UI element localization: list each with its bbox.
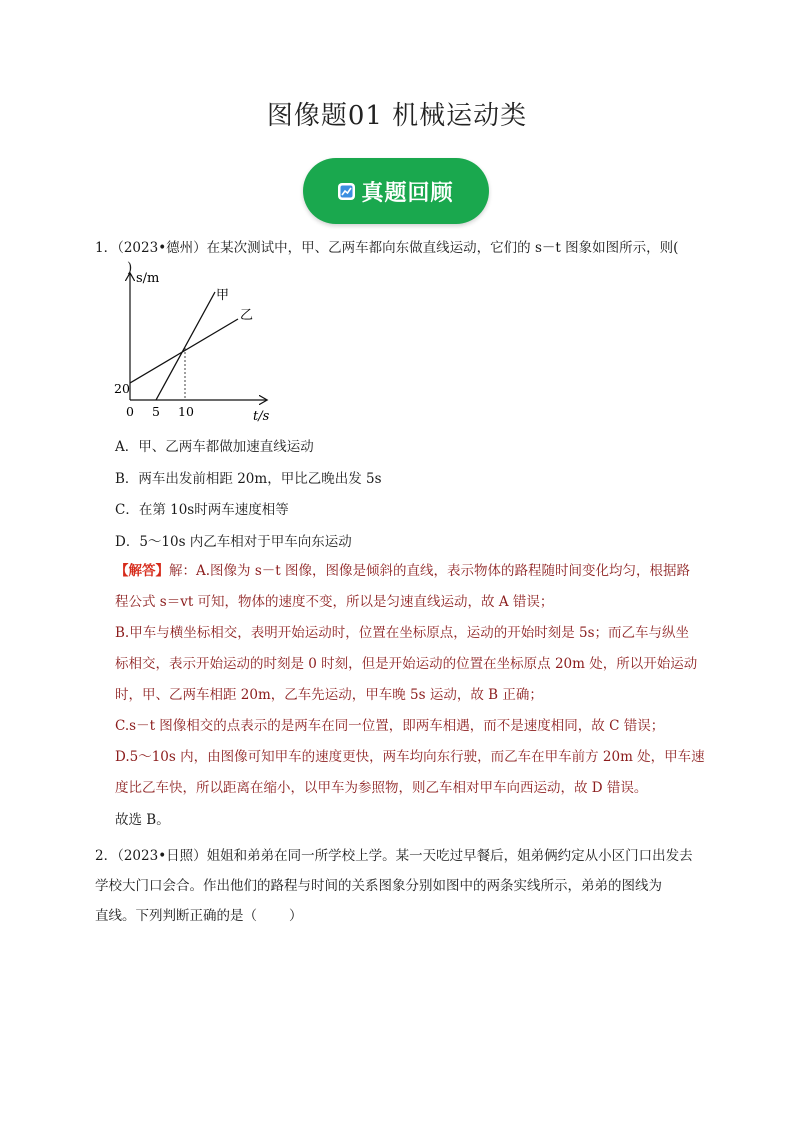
tick-20: 20 — [114, 381, 130, 396]
badge-label: 真题回顾 — [361, 180, 454, 206]
answer-line-6: C.s－t 图像相交的点表示的是两车在同一位置，即两车相遇，而不是速度相同，故 C 错误； — [115, 718, 665, 734]
y-axis-label: s/m — [136, 271, 160, 286]
line-yi — [130, 319, 238, 383]
page-title: 图像题01 机械运动类 — [266, 101, 528, 131]
question-source: （2023•日照） — [117, 848, 207, 864]
section-badge — [303, 158, 489, 224]
option-d: D．5～10s 内乙车相对于甲车向东运动 — [115, 534, 352, 550]
question-2-stem — [95, 841, 705, 931]
label-yi: 乙 — [240, 308, 254, 323]
label-jia: 甲 — [216, 288, 230, 303]
option-c: C．在第 10s时两车速度相等 — [115, 502, 289, 518]
answer-tag: 【解答】 — [115, 563, 169, 579]
option-b: B．两车出发前相距 20m，甲比乙晚出发 5s — [115, 471, 382, 487]
answer-line-8: 度比乙车快，所以距离在缩小，以甲车为参照物，则乙车相对甲车向西运动，故 D 错误。 — [115, 780, 648, 796]
tick-10: 10 — [178, 404, 194, 419]
question-source: （2023•德州） — [117, 240, 207, 256]
question-text: 在某次测试中，甲、乙两车都向东做直线运动，它们的 s－t 图象如图所示，则( — [206, 240, 679, 256]
x-axis-label: t/s — [253, 409, 270, 422]
question-1-stem: 1．（2023•德州）在某次测试中，甲、乙两车都向东做直线运动，它们的 s－t 图象如图所示，则() — [95, 240, 679, 276]
line-jia — [156, 292, 215, 400]
tick-5: 5 — [152, 404, 160, 419]
option-a: A．甲、乙两车都做加速直线运动 — [115, 439, 314, 455]
answer-final: 故选 B。 — [115, 812, 170, 828]
s-t-graph — [100, 262, 290, 422]
question-2-line-1: 2．（2023•日照）姐姐和弟弟在同一所学校上学。某一天吃过早餐后，姐弟俩约定从小区门口出发去 — [95, 848, 693, 864]
chart-line-icon — [338, 183, 355, 200]
answer-line-5: 时，甲、乙两车相距 20m，乙车先运动，甲车晚 5s 运动，故 B 正确； — [115, 687, 543, 703]
question-2-line-3: 直线。下列判断正确的是（ ） — [95, 908, 303, 924]
answer-line-2: 程公式 s＝vt 可知，物体的速度不变，所以是匀速直线运动，故 A 错误； — [115, 594, 554, 610]
answer-line-4: 标相交，表示开始运动的时刻是 0 时刻，但是开始运动的位置在坐标原点 20m 处，所以开始运动 — [115, 656, 698, 672]
question-2-line-2: 学校大门口会合。作出他们的路程与时间的关系图象分别如图中的两条实线所示，弟弟的图线为 — [95, 878, 662, 894]
answer-line-7: D.5～10s 内，由图像可知甲车的速度更快，两车均向东行驶，而乙车在甲车前方 20m 处，甲车速 — [115, 749, 705, 765]
tick-origin: 0 — [126, 404, 134, 419]
question-number: 1． — [95, 240, 118, 256]
question-number: 2． — [95, 848, 118, 864]
answer-explanation — [115, 556, 705, 804]
answer-line-3: B.甲车与横坐标相交，表明开始运动时，位置在坐标原点，运动的开始时刻是 5s；而乙车与纵坐 — [115, 625, 690, 641]
answer-line-1: 【解答】解：A.图像为 s－t 图像，图像是倾斜的直线，表示物体的路程随时间变化均匀，根据路 — [115, 563, 690, 579]
